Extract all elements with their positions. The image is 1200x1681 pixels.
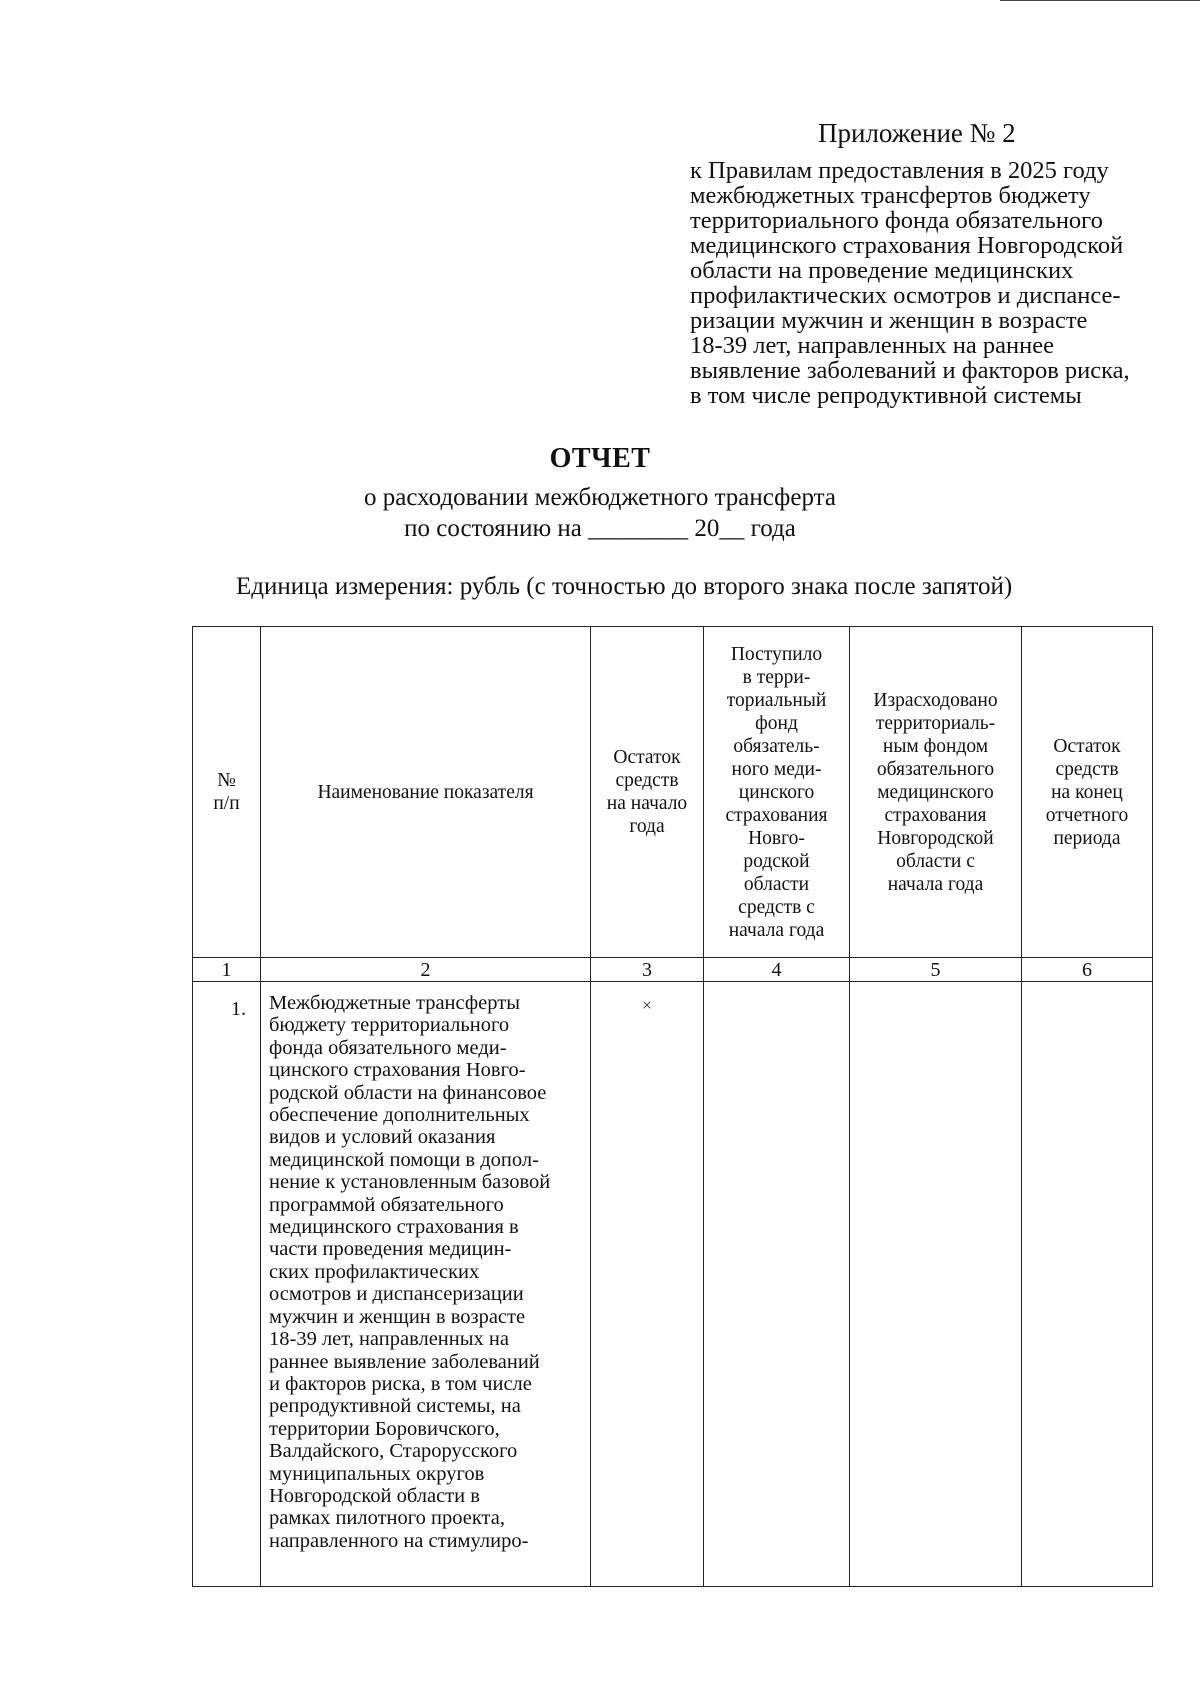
description-line: медицинской помощи в допол- bbox=[269, 1148, 539, 1171]
table-row bbox=[193, 982, 1153, 1587]
appendix-line: ризации мужчин и женщин в возрасте bbox=[690, 307, 1088, 334]
description-line: обеспечение дополнительных bbox=[269, 1104, 530, 1127]
header-text: года bbox=[629, 816, 665, 837]
description-line: бюджету территориального bbox=[269, 1014, 510, 1037]
header-text: страхования bbox=[725, 804, 828, 826]
header-text: ного меди- bbox=[731, 758, 822, 780]
description-line: Валдайского, Старорусского bbox=[269, 1440, 518, 1463]
appendix-title: Приложение № 2 bbox=[818, 118, 1016, 148]
description-line: части проведения медицин- bbox=[269, 1238, 512, 1261]
table-header-row bbox=[193, 627, 1153, 958]
header-cell-content bbox=[193, 769, 260, 815]
header-cell-received bbox=[704, 627, 850, 958]
appendix-line: области на проведение медицинских bbox=[690, 257, 1074, 284]
header-text: начала года bbox=[887, 873, 984, 895]
description-line: муниципальных округов bbox=[269, 1462, 485, 1485]
header-text: области с bbox=[896, 850, 975, 872]
header-text: обязатель- bbox=[733, 735, 820, 757]
header-cell-content bbox=[1022, 735, 1152, 850]
header-text: периода bbox=[1053, 827, 1121, 849]
header-cell-content bbox=[591, 746, 703, 838]
description-line: Межбюджетные трансферты bbox=[269, 992, 520, 1014]
header-text: п/п bbox=[213, 793, 240, 814]
row-index-cell: 1. bbox=[193, 982, 261, 1587]
closing-balance-value-cell bbox=[1022, 982, 1153, 1587]
description-line: и факторов риска, в том числе bbox=[269, 1372, 532, 1395]
description-line: видов и условий оказания bbox=[269, 1126, 496, 1149]
spent-value-cell bbox=[850, 982, 1022, 1587]
header-text: обязательного bbox=[876, 758, 995, 780]
appendix-line: к Правилам предоставления в 2025 году bbox=[690, 157, 1109, 184]
report-table bbox=[192, 626, 1153, 1587]
header-text: области bbox=[743, 873, 810, 895]
header-text: средств с bbox=[738, 896, 815, 918]
description-line: раннее выявление заболеваний bbox=[269, 1350, 540, 1373]
header-text: Новго- bbox=[748, 827, 805, 849]
description-line: рамках пилотного проекта, bbox=[269, 1507, 505, 1530]
header-cell-content bbox=[704, 643, 849, 942]
appendix-line: в том числе репродуктивной системы bbox=[690, 382, 1082, 409]
description-line: фонда обязательного меди- bbox=[269, 1036, 507, 1059]
report-subtitle-line-2: по состоянию на ________ 20__ года bbox=[404, 515, 796, 542]
not-applicable-mark: × bbox=[591, 982, 704, 1587]
header-cell-content bbox=[261, 781, 590, 804]
received-value-cell bbox=[704, 982, 850, 1587]
column-number-cell: 3 bbox=[591, 958, 704, 982]
header-cell-content bbox=[850, 689, 1021, 896]
report-subtitle bbox=[0, 482, 1200, 544]
description-line: ских профилактических bbox=[269, 1260, 480, 1283]
appendix-line: профилактических осмотров и диспансе- bbox=[690, 282, 1121, 309]
report-subtitle-line-1: о расходовании межбюджетного трансферта bbox=[364, 484, 836, 511]
header-text: средств bbox=[615, 770, 679, 791]
header-cell-closing-balance bbox=[1022, 627, 1153, 958]
description-line: мужчин и женщин в возрасте bbox=[269, 1305, 526, 1328]
header-text: на начало bbox=[606, 793, 688, 814]
appendix-line: 18-39 лет, направленных на раннее bbox=[690, 332, 1055, 359]
row-description-cell bbox=[261, 982, 591, 1587]
description-line: родской области на финансовое bbox=[269, 1081, 547, 1104]
header-cell-number bbox=[193, 627, 261, 958]
appendix-line: межбюджетных трансфертов бюджету bbox=[690, 182, 1091, 209]
header-text: отчетного bbox=[1045, 804, 1129, 826]
header-text: Поступило bbox=[730, 643, 823, 665]
description-line: медицинского страхования в bbox=[269, 1216, 519, 1239]
appendix-line: медицинского страхования Новгородской bbox=[690, 232, 1124, 259]
column-number-cell: 4 bbox=[704, 958, 850, 982]
header-text: страхования bbox=[884, 804, 987, 826]
column-number-cell: 2 bbox=[261, 958, 591, 982]
description-line: цинского страхования Новго- bbox=[269, 1059, 526, 1082]
description-line: направленного на стимулиро- bbox=[269, 1529, 529, 1552]
top-edge-rule bbox=[1000, 0, 1200, 1]
header-text: родской bbox=[743, 850, 810, 872]
report-title: ОТЧЕТ bbox=[549, 443, 651, 474]
header-text: на конец bbox=[1051, 781, 1123, 803]
header-text: Остаток bbox=[613, 747, 681, 768]
description-line: осмотров и диспансеризации bbox=[269, 1283, 524, 1306]
header-text: Наименование показателя bbox=[317, 781, 534, 803]
header-text: цинского bbox=[738, 781, 815, 803]
header-cell-spent bbox=[850, 627, 1022, 958]
header-cell-indicator-name bbox=[261, 627, 591, 958]
column-number-cell: 1 bbox=[193, 958, 261, 982]
appendix-body bbox=[690, 158, 1170, 408]
header-text: № bbox=[217, 770, 236, 791]
header-text: ториальный bbox=[726, 689, 827, 711]
column-number-cell: 6 bbox=[1022, 958, 1153, 982]
unit-of-measure: Единица измерения: рубль (с точностью до второго знака после запятой) bbox=[236, 573, 1013, 600]
header-text: фонд bbox=[755, 712, 798, 734]
description-line: 18-39 лет, направленных на bbox=[269, 1328, 509, 1351]
appendix-line: территориального фонда обязательного bbox=[690, 207, 1103, 234]
header-text: Новгородской bbox=[877, 827, 994, 849]
header-text: в терри- bbox=[742, 666, 811, 688]
header-text: начала года bbox=[728, 919, 825, 941]
description-line: репродуктивной системы, на bbox=[269, 1395, 521, 1418]
header-text: медицинского bbox=[877, 781, 994, 803]
description-line: нение к установленным базовой bbox=[269, 1171, 551, 1194]
header-text: территориаль- bbox=[875, 712, 996, 734]
header-cell-opening-balance bbox=[591, 627, 704, 958]
column-number-row bbox=[193, 958, 1153, 982]
header-text: Израсходовано bbox=[873, 689, 998, 711]
description-line: программой обязательного bbox=[269, 1193, 504, 1216]
column-number-cell: 5 bbox=[850, 958, 1022, 982]
header-text: ным фондом bbox=[882, 735, 989, 757]
header-text: средств bbox=[1055, 758, 1119, 780]
description-line: территории Боровичского, bbox=[269, 1417, 500, 1440]
description-line: Новгородской области в bbox=[269, 1484, 480, 1507]
header-text: Остаток bbox=[1053, 735, 1121, 757]
appendix-line: выявление заболеваний и факторов риска, bbox=[690, 357, 1130, 384]
